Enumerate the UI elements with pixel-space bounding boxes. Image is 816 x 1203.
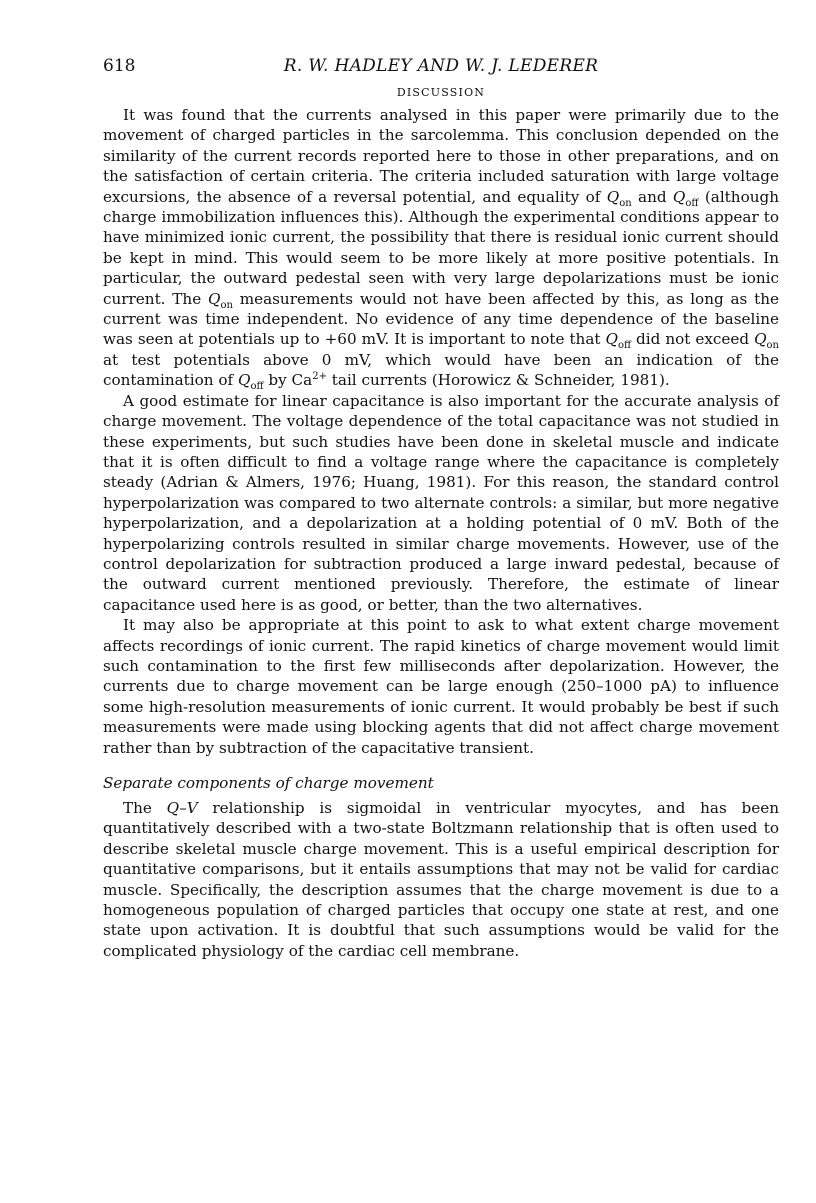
running-head bbox=[103, 56, 779, 84]
page bbox=[103, 56, 779, 961]
page-number: 618 bbox=[103, 56, 136, 76]
paragraph: It may also be appropriate at this point to ask to what extent charge movement affects recordings of ionic current. The rapid kinetics of charge movement would limit such contamination to the first few milliseconds after depolarization. However, the currents due to charge movement can be large enough (250–1000 pA) to influence some high-resolution measurements of ionic current. It would probably be best if such measurements were made using blocking agents that did not affect charge movement rather than by subtraction of the capacitative transient. bbox=[103, 616, 779, 757]
subsection-heading: Separate components of charge movement bbox=[103, 774, 434, 792]
section-heading: DISCUSSION bbox=[396, 86, 486, 99]
paragraph: The Q–V relationship is sigmoidal in ventricular myocytes, and has been quantitatively described with a two-state Boltzmann relationship that is often used to describe skeletal muscle charge movement. This is a useful empirical description for quantitative comparisons, but it entails assumptions that may not be valid for cardiac muscle. Specifically, the description assumes that the charge movement is due to a homogeneous population of charged particles that occupy one state at rest, and one state upon activation. It is doubtful that such assumptions would be valid for the complicated physiology of the cardiac cell membrane. bbox=[103, 799, 779, 960]
paragraph: It was found that the currents analysed in this paper were primarily due to the movement of charged particles in the sarcolemma. This conclusion depended on the similarity of the current records reported here to those in other preparations, and on the satisfaction of certain criteria. The criteria included saturation with large voltage excursions, the absence of a reversal potential, and equality of $Q_{on}$ and $Q_{off}$ (although charge immobilization influences this). Although the experimental conditions appear to have minimized ionic current, the possibility that there is residual ionic current should be kept in mind. This would seem to be more likely at more positive potentials. In particular, the outward pedestal seen with very large depolarizations must be ionic current. The $Q_{on}$ measurements would not have been affected by this, as long as the current was time independent. No evidence of any time dependence of the baseline was seen at potentials up to +60 mV. It is important to note that $Q_{off}$ did not exceed $Q_{on}$ at test potentials above 0 mV, which would have been an indication of the contamination of $Q_{off}$ by $Ca^{2+}$ tail currents (Horowicz & Schneider, 1981). bbox=[103, 106, 779, 393]
running-title: R. W. HADLEY AND W. J. LEDERER bbox=[283, 56, 599, 76]
paragraph: A good estimate for linear capacitance is also important for the accurate analysis of charge movement. The voltage dependence of the total capacitance was not studied in these experiments, but such studies have been done in skeletal muscle and indicate that it is often difficult to find a voltage range where the capacitance is completely steady (Adrian & Almers, 1976; Huang, 1981). For this reason, the standard control hyperpolarization was compared to two alternate controls: a similar, but more negative hyperpolarization, and a depolarization at a holding potential of 0 mV. Both of the hyperpolarizing controls resulted in similar charge movements. However, use of the control depolarization for subtraction produced a large inward pedestal, because of the outward current mentioned previously. Therefore, the estimate of linear capacitance used here is as good, or better, than the two alternatives. bbox=[103, 391, 779, 614]
